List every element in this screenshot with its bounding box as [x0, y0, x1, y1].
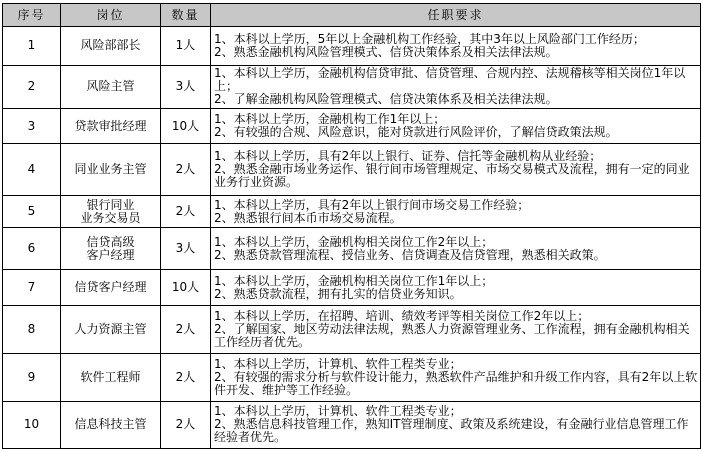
requirement-item: 2、了解金融机构风险管理模式、信贷决策体系及相关法律法规。: [214, 92, 558, 107]
row-count: 2人: [161, 401, 211, 448]
table-body: [3, 27, 701, 449]
row-position: 信贷客户经理: [61, 270, 161, 306]
row-requirements: [211, 108, 701, 144]
row-requirements: [211, 305, 701, 353]
table-row: [3, 195, 701, 227]
table-row: [3, 65, 701, 108]
row-position: 同业业务主管: [61, 144, 161, 196]
requirement-item: 2、熟悉信息科技管理工作，熟知IT管理制度、政策及系统建设，有金融行业信息管理工作经验者优先。: [214, 417, 689, 445]
row-position: 软件工程师: [61, 354, 161, 401]
row-count: 10人: [161, 270, 211, 306]
requirement-item: 2、熟悉银行间本币市场交易流程。: [214, 210, 402, 225]
table-header-row: [3, 4, 701, 27]
requirement-item: 2、熟悉贷款流程，拥有扎实的信贷业务知识。: [214, 286, 462, 301]
position-line: 业务交易员: [80, 210, 141, 225]
row-count: 2人: [161, 195, 211, 227]
position-line: 银行同业: [86, 197, 135, 212]
table-row: [3, 144, 701, 196]
requirement-item: 1、本科以上学历，金融机构相关岗位工作2年以上；: [214, 234, 494, 249]
row-number: 8: [3, 305, 61, 353]
row-requirements: [211, 27, 701, 66]
row-number: 10: [3, 401, 61, 448]
row-count: 10人: [161, 108, 211, 144]
row-count: 2人: [161, 354, 211, 401]
requirement-item: 1、本科以上学历，金融机构信贷审批、信贷管理、合规内控、法规稽核等相关岗位1年以上；: [214, 66, 686, 94]
row-number: 7: [3, 270, 61, 306]
table-row: [3, 108, 701, 144]
row-count: 2人: [161, 305, 211, 353]
row-requirements: [211, 195, 701, 227]
table-row: [3, 228, 701, 270]
row-number: 5: [3, 195, 61, 227]
row-number: 4: [3, 144, 61, 196]
requirement-item: 1、本科以上学历，具有2年以上银行、证券、信托等金融机构从业经验；: [214, 149, 602, 164]
requirement-item: 1、本科以上学历，具有2年以上银行间市场交易工作经验；: [214, 197, 530, 212]
requirement-item: 1、本科以上学历，5年以上金融机构工作经验，其中3年以上风险部门工作经历；: [214, 31, 645, 46]
header-position: 岗位: [61, 4, 161, 27]
row-number: 2: [3, 65, 61, 108]
row-position: 风险部部长: [61, 27, 161, 66]
row-requirements: [211, 65, 701, 108]
row-position: 贷款审批经理: [61, 108, 161, 144]
position-line: 信贷高级: [86, 234, 135, 249]
requirement-item: 1、本科以上学历，计算机、软件工程类专业；: [214, 404, 462, 419]
row-position: [61, 228, 161, 270]
requirement-item: 1、本科以上学历，金融机构工作1年以上；: [214, 112, 446, 127]
table-row: [3, 305, 701, 353]
row-requirements: [211, 270, 701, 306]
row-position: [61, 195, 161, 227]
row-position: 风险主管: [61, 65, 161, 108]
table-row: [3, 401, 701, 448]
recruitment-table: [2, 3, 701, 449]
requirement-item: 1、本科以上学历，在招聘、培训、绩效考评等相关岗位工作2年以上；: [214, 308, 590, 323]
row-requirements: [211, 144, 701, 196]
row-requirements: [211, 354, 701, 401]
requirement-item: 2、有较强的合规、风险意识，能对贷款进行风险评价，了解信贷政策法规。: [214, 125, 618, 140]
row-count: 3人: [161, 228, 211, 270]
row-number: 3: [3, 108, 61, 144]
row-count: 2人: [161, 144, 211, 196]
row-position: 信息科技主管: [61, 401, 161, 448]
row-count: 1人: [161, 27, 211, 66]
row-number: 6: [3, 228, 61, 270]
position-line: 客户经理: [86, 247, 135, 262]
header-requirements: 任职要求: [211, 4, 701, 27]
header-count: 数量: [161, 4, 211, 27]
requirement-item: 2、熟悉金融市场业务运作、银行间市场管理规定、市场交易模式及流程，拥有一定的同业业务行业资源。: [214, 162, 690, 190]
row-position: 人力资源主管: [61, 305, 161, 353]
row-requirements: [211, 401, 701, 448]
requirement-item: 2、熟悉金融机构风险管理模式、信贷决策体系及相关法律法规。: [214, 44, 558, 59]
row-count: 3人: [161, 65, 211, 108]
table-row: [3, 27, 701, 66]
requirement-item: 2、有较强的需求分析与软件设计能力，熟悉软件产品维护和升级工作内容，具有2年以上软件开发、维护等工作经验。: [214, 369, 698, 397]
requirement-item: 1、本科以上学历，金融机构相关岗位工作1年以上；: [214, 273, 494, 288]
row-requirements: [211, 228, 701, 270]
table-row: [3, 270, 701, 306]
row-number: 9: [3, 354, 61, 401]
requirement-item: 2、熟悉贷款管理流程、授信业务、信贷调查及信贷管理，熟悉相关政策。: [214, 247, 606, 262]
table-row: [3, 354, 701, 401]
requirement-item: 2、了解国家、地区劳动法律法规，熟悉人力资源管理业务、工作流程，拥有金融机构相关工作经历者优先。: [214, 321, 690, 349]
header-number: 序号: [3, 4, 61, 27]
row-number: 1: [3, 27, 61, 66]
requirement-item: 1、本科以上学历，计算机、软件工程类专业；: [214, 356, 462, 371]
